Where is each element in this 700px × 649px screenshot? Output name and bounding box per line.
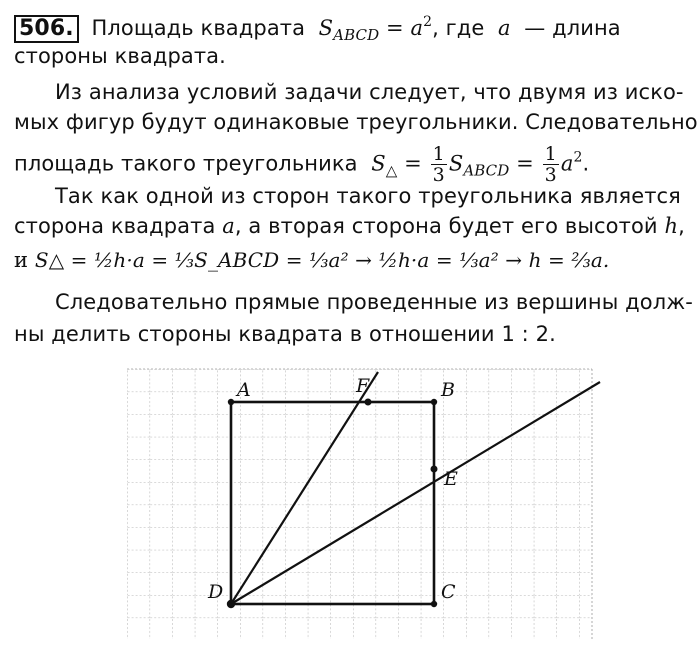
height-variable: h bbox=[664, 214, 679, 238]
p3-line3-lead: и bbox=[14, 248, 29, 272]
line1-text-b: , где bbox=[432, 16, 485, 40]
exponent-2: 2 bbox=[573, 149, 583, 166]
paragraph-2-line-2: мых фигур будут одинаковые треугольники. Следовательно bbox=[14, 110, 698, 134]
line1-text-c: — длина bbox=[524, 16, 621, 40]
equation-chain: S△ = ½h·a = ⅓S_ABCD = ⅓a² → ½h·a = ⅓a² → h = ⅔a. bbox=[34, 248, 610, 272]
label-d: D bbox=[208, 581, 224, 603]
paragraph-4-line-2: ны делить стороны квадрата в отношении 1 : 2. bbox=[14, 322, 556, 346]
fraction-denominator: 3 bbox=[432, 164, 445, 186]
p3-line2-text-b: , а вторая сторона будет его высотой bbox=[234, 214, 658, 238]
side-variable: a bbox=[410, 16, 424, 40]
area-symbol: S bbox=[318, 16, 334, 40]
side-variable-2: a bbox=[498, 16, 511, 40]
equals-sign-2: = bbox=[404, 151, 422, 176]
vertex-a bbox=[228, 399, 234, 405]
side-variable-3: a bbox=[560, 151, 574, 176]
paragraph-2-line-1: Из анализа условий задачи следует, что двумя из иско- bbox=[55, 80, 684, 104]
triangle-subscript: △ bbox=[385, 161, 398, 180]
label-c: C bbox=[441, 581, 456, 603]
period: . bbox=[582, 151, 590, 176]
p3-line2-text-a: сторона квадрата bbox=[14, 214, 216, 238]
vertex-d bbox=[227, 600, 235, 608]
point-e bbox=[431, 466, 438, 473]
grid-background bbox=[127, 369, 592, 639]
label-f: F bbox=[356, 375, 370, 397]
vertex-b bbox=[431, 399, 437, 405]
problem-number: 506. bbox=[14, 15, 79, 43]
label-e: E bbox=[444, 468, 458, 490]
label-a: A bbox=[237, 379, 251, 401]
square-area-symbol: S bbox=[448, 151, 464, 176]
paragraph-3-line-1: Так как одной из сторон такого треугольника является bbox=[55, 184, 681, 208]
area-subscript: ABCD bbox=[333, 26, 380, 44]
side-variable-4: a bbox=[222, 214, 235, 238]
problem-line-2: стороны квадрата. bbox=[14, 44, 226, 68]
exponent: 2 bbox=[423, 14, 433, 30]
point-f bbox=[365, 399, 372, 406]
fraction-denominator-2: 3 bbox=[544, 164, 557, 186]
paragraph-4-line-1: Следовательно прямые проведенные из вершины долж- bbox=[55, 290, 693, 314]
triangle-area-symbol: S bbox=[371, 151, 386, 176]
comma: , bbox=[678, 214, 685, 238]
square-subscript: ABCD bbox=[463, 161, 510, 180]
vertex-c bbox=[431, 601, 437, 607]
p2-line3-text: площадь такого треугольника bbox=[14, 151, 358, 176]
fraction-numerator: 1 bbox=[432, 143, 445, 165]
fraction-numerator-2: 1 bbox=[544, 143, 557, 165]
line1-text-a: Площадь квадрата bbox=[91, 16, 306, 40]
equals-sign-3: = bbox=[516, 151, 534, 176]
label-b: B bbox=[441, 379, 455, 401]
equals-sign: = bbox=[386, 16, 404, 40]
